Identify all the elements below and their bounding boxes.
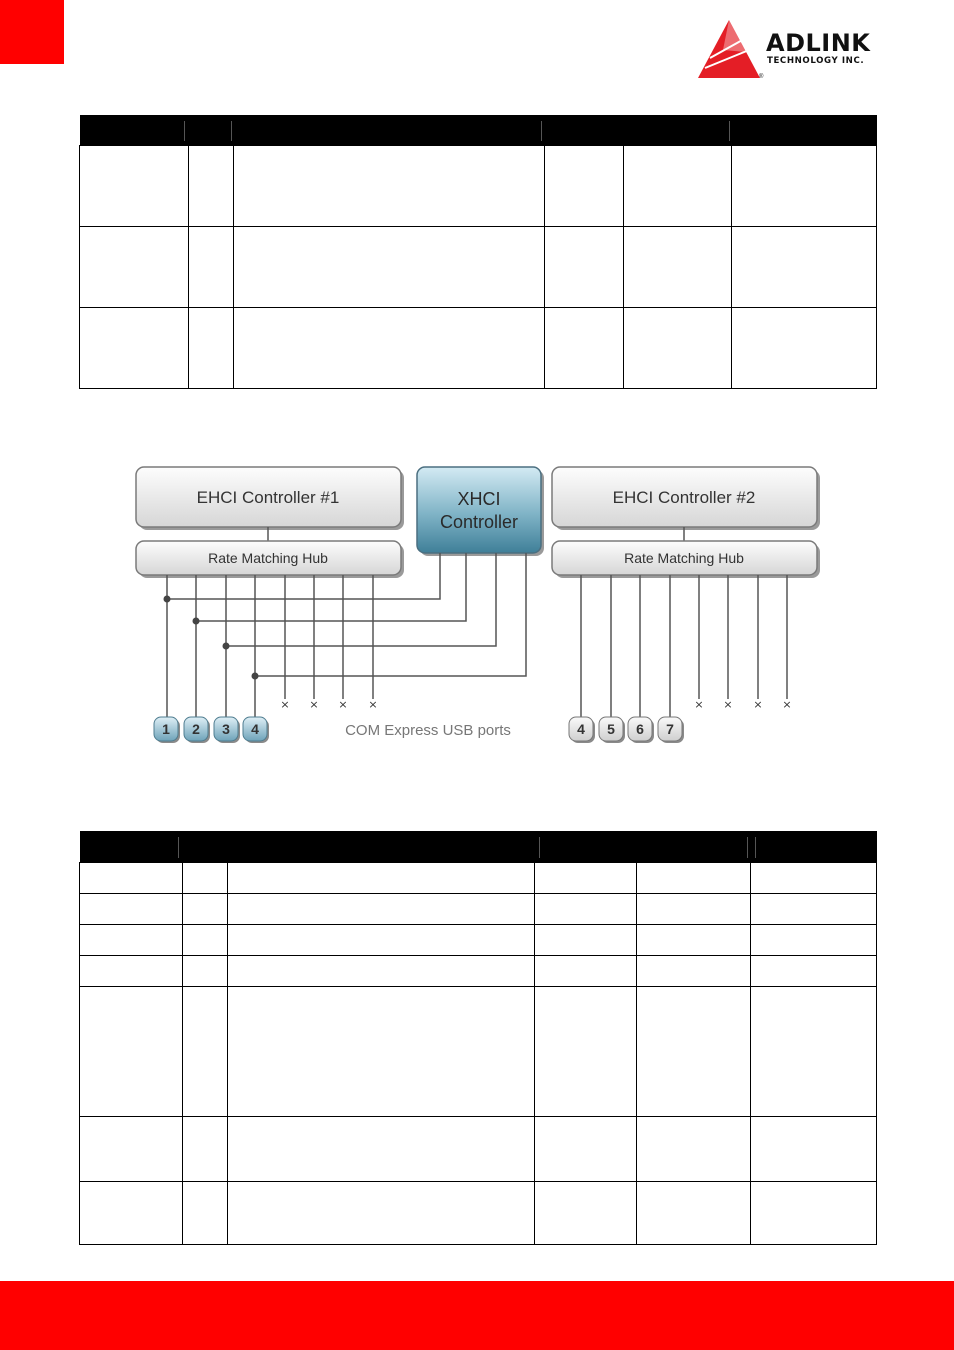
ehci-controller-2-label: EHCI Controller #2 [612,488,756,507]
adlink-logo [696,18,910,84]
table-row [80,145,877,226]
usb-port-number: 3 [222,721,230,737]
table-row [80,862,877,893]
table-row [80,1116,877,1181]
unconnected-marker: × [338,698,348,711]
table-header-row [80,831,877,862]
registered-mark: ® [759,74,764,80]
header-cell [545,115,624,145]
header-cell [189,115,234,145]
adlink-triangle-icon [696,18,766,84]
logo-brand-text: ADLINK [766,29,871,57]
unconnected-marker: × [280,698,290,711]
rate-matching-hub-1 [136,541,404,578]
table-row [80,955,877,986]
unconnected-marker: × [723,698,733,711]
hub-2-label: Rate Matching Hub [624,550,744,566]
unconnected-marker: × [368,698,378,711]
xhci-label-line1: XHCI [457,489,501,509]
hub-1-label: Rate Matching Hub [208,550,328,566]
header-cell [80,115,189,145]
ports-caption: COM Express USB ports [345,722,511,739]
usb-port-number: 6 [636,721,644,737]
table-header-row [80,115,877,145]
usb-port-badge [184,717,210,743]
header-cell [234,115,545,145]
table-row [80,986,877,1116]
table-row [80,226,877,307]
usb-port-diagram [120,455,840,755]
unconnected-marker: × [753,698,763,711]
usb-port-badge [243,717,269,743]
ehci-controller-2-box [552,467,820,530]
header-cell [637,831,751,862]
table-row [80,307,877,388]
header-red-tab [0,0,64,64]
header-cell [80,831,183,862]
bottom-signal-table [79,831,877,1245]
usb-port-number: 1 [162,721,170,737]
xhci-label-line2: Controller [439,512,519,532]
unconnected-marker: × [694,698,704,711]
unconnected-marker: × [782,698,792,711]
logo-subtitle: TECHNOLOGY INC. [767,56,865,66]
table-row [80,1181,877,1244]
header-cell [624,115,732,145]
usb-port-number: 7 [666,721,674,737]
junction-dots [164,596,259,680]
ehci-controller-1-box [136,467,404,530]
usb-port-number: 4 [251,721,259,737]
xhci-controller-box [417,467,544,556]
usb-port-badge [569,717,595,743]
usb-port-badge [154,717,180,743]
header-cell [535,831,637,862]
usb-port-number: 5 [607,721,615,737]
usb-port-badge [658,717,684,743]
rate-matching-hub-2 [552,541,820,578]
usb-port-badge [214,717,240,743]
usb-port-badge [628,717,654,743]
ehci-controller-1-label: EHCI Controller #1 [196,488,340,507]
table-row [80,924,877,955]
table-row [80,893,877,924]
usb-port-badge [599,717,625,743]
usb-port-number: 2 [192,721,200,737]
footer-red-band [0,1281,954,1350]
header-cell [228,831,535,862]
unconnected-marker: × [309,698,319,711]
usb-port-number: 4 [577,721,585,737]
top-signal-table [79,115,877,389]
header-cell [751,831,877,862]
header-cell [732,115,877,145]
header-cell [183,831,228,862]
